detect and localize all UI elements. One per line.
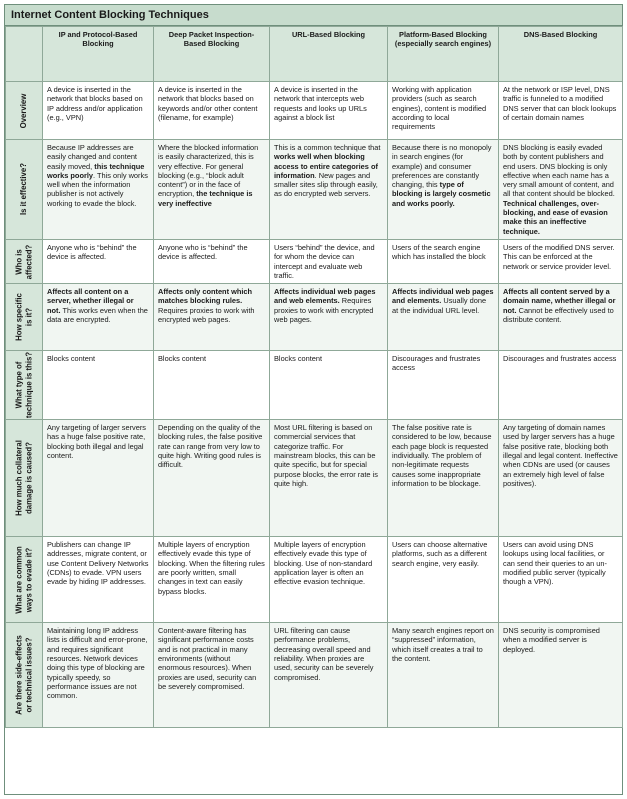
cell-text: Maintaining long IP address lists is difficult and error-prone, and requires significant resources. Network devices doing this type of blocking are typically speedy, so performance issues are not common. [47, 626, 148, 701]
cell-evade-dpi [154, 537, 270, 623]
row-label-line: How much collateral [14, 440, 24, 517]
cell-collateral-dns [499, 420, 623, 537]
cell-overview-dns [499, 82, 623, 140]
page-title: Internet Content Blocking Techniques [5, 5, 622, 26]
cell-side-effects-ip [43, 623, 154, 728]
table-row-technique [6, 351, 623, 420]
cell-specific-dpi [154, 284, 270, 351]
row-label-line: technique is this? [24, 352, 33, 419]
row-head-side-effects [6, 623, 43, 728]
cell-overview-ip [43, 82, 154, 140]
cell-text: Depending on the quality of the blocking rules, the false positive rate can range from very low to quite high. Writing good rules is difficult. [158, 423, 263, 470]
cell-technique-dns [499, 351, 623, 420]
table-row-overview [6, 82, 623, 140]
row-head-overview [6, 82, 43, 140]
cell-text: A device is inserted in the network that blocks based on IP address and/or application (e.g., VPN) [47, 85, 143, 122]
cell-evade-url [270, 537, 388, 623]
cell-text: Content-aware filtering has significant performance costs and is not practical in many environments (without enormous resources). When proxies are used, security can be severely compromised. [158, 626, 257, 691]
cell-text: Discourages and frustrates access [503, 354, 617, 364]
cell-text: This is a common technique that [274, 143, 381, 152]
cell-affected-dns [499, 239, 623, 283]
cell-text-bold: works well when blocking access to entire categories of information [274, 152, 378, 180]
cell-effective-ip [43, 140, 154, 240]
cell-technique-platform [388, 351, 499, 420]
row-label [14, 546, 33, 614]
corner-cell [6, 27, 43, 82]
cell-text: Anyone who is “behind” the device is affected. [47, 242, 137, 262]
col-head-dns: DNS-Based Blocking [499, 27, 623, 82]
cell-text: Multiple layers of encryption effectively evade this type of blocking. When the filtering rules are poorly written, small changes in text can easily bypass blocks. [158, 540, 265, 596]
content-blocking-table-document [4, 4, 623, 795]
cell-technique-ip [43, 351, 154, 420]
cell-collateral-dpi [154, 420, 270, 537]
cell-collateral-url [270, 420, 388, 537]
col-head-dpi: Deep Packet Inspection-Based Blocking [154, 27, 270, 82]
row-head-affected [6, 239, 43, 283]
cell-text: Multiple layers of encryption effectively evade this type of blocking. Use of non-standard application layer is often an effective evasion technique. [274, 540, 373, 587]
cell-effective-platform [388, 140, 499, 240]
cell-affected-url [270, 239, 388, 283]
cell-text: Any targeting of larger servers has a huge false positive rate, blocking both illegal and legal content. [47, 423, 146, 461]
cell-text: A device is inserted in the network that intercepts web requests and looks up URLs against a block list [274, 85, 367, 122]
cell-affected-platform [388, 239, 499, 283]
cell-text: . This only works well when the information publisher is not actively working to evade the block. [47, 170, 148, 208]
row-label-line: How specific [14, 293, 24, 341]
cell-text: DNS blocking is easily evaded both by content publishers and end users. DNS blocking is only effective when each name has a very small amount of content, and all that content should be blocked. [503, 143, 615, 199]
cell-text-bold: the technique is very ineffective [158, 189, 253, 208]
cell-text: The false positive rate is considered to be low, because each page block is requested individually. The problem of non-legitimate requests causes some inappropriate information to be blockage. [392, 423, 492, 488]
cell-overview-url [270, 82, 388, 140]
col-head-platform: Platform-Based Blocking (especially search engines) [388, 27, 499, 82]
cell-text: URL filtering can cause performance problems, decreasing overall speed and reliability. When proxies are used, security can be severely compromised. [274, 626, 374, 682]
row-label-line: ways to evade it? [24, 547, 33, 612]
cell-text-bold: Affects all content served by a domain name, whether illegal or not. [503, 287, 616, 315]
row-head-collateral [6, 420, 43, 537]
row-head-technique [6, 351, 43, 420]
row-label-line: is it? [24, 308, 33, 327]
table-row-evade [6, 537, 623, 623]
table-row-side-effects [6, 623, 623, 728]
cell-text: Users “behind” the device, and for whom the device can intercept and evaluate web traffic. [274, 242, 375, 280]
col-head-url: URL-Based Blocking [270, 27, 388, 82]
cell-text: Working with application providers (such as search engines), content is modified according to local requirements [392, 85, 487, 132]
cell-text: At the network or ISP level, DNS traffic is funneled to a modified DNS server that can block lookups of certain domain names [503, 85, 617, 122]
cell-text: Cannot be effectively used to distribute content. [503, 305, 614, 325]
cell-evade-dns [499, 537, 623, 623]
cell-text: Users can choose alternative platforms, such as a different search engine, very easily. [392, 540, 488, 568]
row-label-line: Is it effective? [19, 163, 29, 216]
cell-text: Where the blocked information is easily characterized, this is very effective. For general blocking (e.g., “block adult content”) or in the face of encryption, [158, 143, 259, 199]
row-label [14, 293, 33, 341]
cell-text: This works even when the data are encrypted. [47, 305, 148, 325]
row-label [14, 635, 33, 715]
cell-text-bold: Affects only content which matches blocking rules. [158, 287, 253, 306]
cell-text-bold: Technical challenges, over-blocking, and ease of evasion make this an ineffective technique. [503, 198, 608, 236]
cell-side-effects-url [270, 623, 388, 728]
cell-text-bold: Affects individual web pages and web elements. [274, 287, 376, 306]
cell-text-bold: Affects all content on a server, whether illegal or not. [47, 287, 134, 315]
cell-text: Anyone who is “behind” the device is affected. [158, 242, 248, 262]
cell-text: Users of the modified DNS server. This can be enforced at the network or service provider level. [503, 242, 615, 271]
row-label [14, 352, 33, 418]
cell-side-effects-dns [499, 623, 623, 728]
table-row-specific [6, 284, 623, 351]
cell-effective-dns [499, 140, 623, 240]
row-head-effective [6, 140, 43, 240]
row-label-line: What type of [14, 361, 24, 409]
table-row-effective [6, 140, 623, 240]
cell-text: Usually done at the individual URL level. [392, 296, 487, 315]
row-label-line: Overview [19, 93, 29, 128]
row-label-line: What are common [14, 545, 24, 614]
cell-side-effects-platform [388, 623, 499, 728]
cell-text: Discourages and frustrates access [392, 354, 481, 373]
row-label-line: or technical issues? [24, 637, 33, 713]
cell-text: Any targeting of domain names used by larger servers has a huge false positive rate, blocking both illegal and legal content. Ineffective when CDNs are used (or causes an extremely high level of false positives). [503, 423, 618, 488]
col-head-ip: IP and Protocol-Based Blocking [43, 27, 154, 82]
cell-overview-platform [388, 82, 499, 140]
cell-evade-ip [43, 537, 154, 623]
cell-technique-url [270, 351, 388, 420]
cell-overview-dpi [154, 82, 270, 140]
cell-text-bold: Affects individual web pages and elements. [392, 287, 494, 306]
cell-specific-ip [43, 284, 154, 351]
cell-text: Requires proxies to work with encrypted web pages. [158, 305, 255, 325]
cell-text: Users can avoid using DNS lookups using local facilities, or can send their queries to an un-modified public server (typically though a VPN). [503, 540, 607, 587]
cell-text: Requires proxies to work with encrypted web pages. [274, 296, 374, 325]
cell-affected-dpi [154, 239, 270, 283]
cell-text-bold: type of blocking is largely cosmetic and works poorly. [392, 180, 491, 208]
row-label-line: Who is [14, 248, 24, 275]
cell-text: Blocks content [274, 354, 323, 364]
cell-collateral-ip [43, 420, 154, 537]
comparison-table [5, 26, 623, 728]
cell-specific-dns [499, 284, 623, 351]
cell-collateral-platform [388, 420, 499, 537]
table-row-collateral [6, 420, 623, 537]
row-head-specific [6, 284, 43, 351]
cell-effective-dpi [154, 140, 270, 240]
cell-specific-platform [388, 284, 499, 351]
cell-text: Most URL filtering is based on commercial services that categorize traffic. For mainstream blocks, this can be quite specific, but for special purpose blocks, the error rate is quite high. [274, 423, 378, 488]
table-body [6, 82, 623, 728]
header-row [6, 27, 623, 82]
cell-side-effects-dpi [154, 623, 270, 728]
row-label-line: damage is caused? [24, 442, 33, 515]
row-label [14, 244, 33, 279]
table-row-affected [6, 239, 623, 283]
cell-specific-url [270, 284, 388, 351]
cell-text: Because there is no monopoly in search engines (for example) and consumer preferences are constantly changing, this [392, 143, 492, 190]
row-label [14, 440, 33, 516]
cell-text-bold: this technique works poorly [47, 161, 145, 180]
cell-text: A device is inserted in the network that blocks based on keywords and/or other content (filename, for example) [158, 85, 258, 122]
row-head-evade [6, 537, 43, 623]
row-label-line: Are there side-effects [14, 635, 24, 716]
cell-text: Publishers can change IP addresses, migrate content, or use Content Delivery Networks (CDNs) to evade. VPN users evade by hiding IP addresses. [47, 540, 149, 587]
cell-text: Many search engines report on “suppressed” information, which itself creates a trail to the content. [392, 626, 494, 664]
cell-text: Because IP addresses are easily changed and content easily moved, [47, 143, 137, 171]
row-label [19, 163, 29, 215]
cell-text: . New pages and smaller sites slip through easily, as do encrypted web servers. [274, 170, 378, 199]
cell-effective-url [270, 140, 388, 240]
cell-text: DNS security is compromised when a modified server is deployed. [503, 626, 600, 654]
cell-text: Blocks content [158, 354, 207, 364]
cell-technique-dpi [154, 351, 270, 420]
row-label-line: affected? [24, 244, 33, 279]
row-label [19, 93, 29, 128]
cell-text: Users of the search engine which has installed the block [392, 242, 486, 262]
cell-evade-platform [388, 537, 499, 623]
cell-text: Blocks content [47, 354, 96, 364]
cell-affected-ip [43, 239, 154, 283]
